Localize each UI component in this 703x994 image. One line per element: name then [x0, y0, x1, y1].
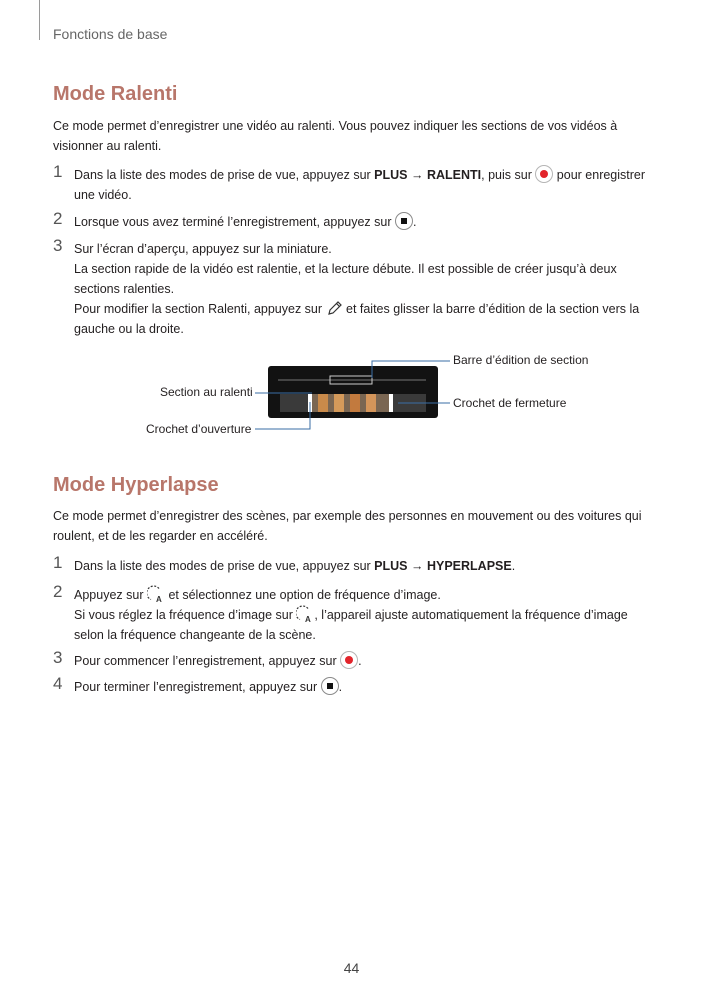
hyperlapse-step-3: 3 Pour commencer l’enregistrement, appuyez sur .	[53, 648, 362, 668]
hyperlapse-intro: Ce mode permet d’enregistrer des scènes, par exemple des personnes en mouvement ou des voitures qui roulent, et de les regarder en accéléré.	[53, 509, 642, 543]
step-number: 2	[53, 209, 63, 228]
ralenti-step-3: 3 Sur l’écran d’aperçu, appuyez sur la miniature. La section rapide de la vidéo est ralentie, et la lecture débute. Il est possible de créer jusqu’à deux sections ralenties. Pour modifier la section Ralenti, appuyez sur et faites glisser la barre d’édition de la section vers la gauche ou la droite.	[53, 236, 640, 336]
svg-text:A: A	[155, 595, 162, 603]
header-section-title: Fonctions de base	[53, 26, 168, 42]
step-number: 4	[53, 674, 63, 693]
page-number: 44	[343, 960, 360, 976]
hyperlapse-heading: Mode Hyperlapse	[53, 474, 219, 496]
step-number: 3	[53, 236, 63, 255]
ralenti-step-1: 1 Dans la liste des modes de prise de vue, appuyez sur PLUS → RALENTI, puis sur pour enregistrer une vidéo.	[53, 162, 646, 202]
step-number: 3	[53, 648, 63, 667]
auto-frame-rate-icon	[296, 605, 314, 623]
callout-slow-section: Section au ralenti	[160, 385, 253, 399]
callout-open-bracket: Crochet d’ouverture	[146, 422, 252, 436]
callout-close-bracket: Crochet de fermeture	[453, 396, 567, 410]
record-icon	[340, 651, 358, 669]
step-number: 2	[53, 582, 63, 601]
hyperlapse-step-2: 2 Appuyez sur A et sélectionnez une option de fréquence d’image. Si vous réglez la fréquence d’image sur A , l’appareil ajuste automatiquement la fréquence d’image selon la fréquence changeante de la scène.	[53, 582, 628, 642]
callout-edit-bar: Barre d’édition de section	[453, 353, 589, 367]
hyperlapse-step-4: 4 Pour terminer l’enregistrement, appuyez sur .	[53, 674, 343, 694]
step-number: 1	[53, 162, 63, 181]
ralenti-intro: Ce mode permet d’enregistrer une vidéo au ralenti. Vous pouvez indiquer les sections de vos vidéos à visionner au ralenti.	[53, 119, 618, 153]
ralenti-step-2: 2 Lorsque vous avez terminé l’enregistrement, appuyez sur .	[53, 209, 417, 229]
hyperlapse-step-1: 1 Dans la liste des modes de prise de vue, appuyez sur PLUS → HYPERLAPSE.	[53, 553, 516, 573]
ralenti-heading: Mode Ralenti	[53, 83, 178, 105]
auto-frame-rate-icon	[147, 585, 165, 603]
stop-icon	[321, 677, 339, 695]
step-number: 1	[53, 553, 63, 572]
svg-text:A: A	[305, 615, 312, 623]
